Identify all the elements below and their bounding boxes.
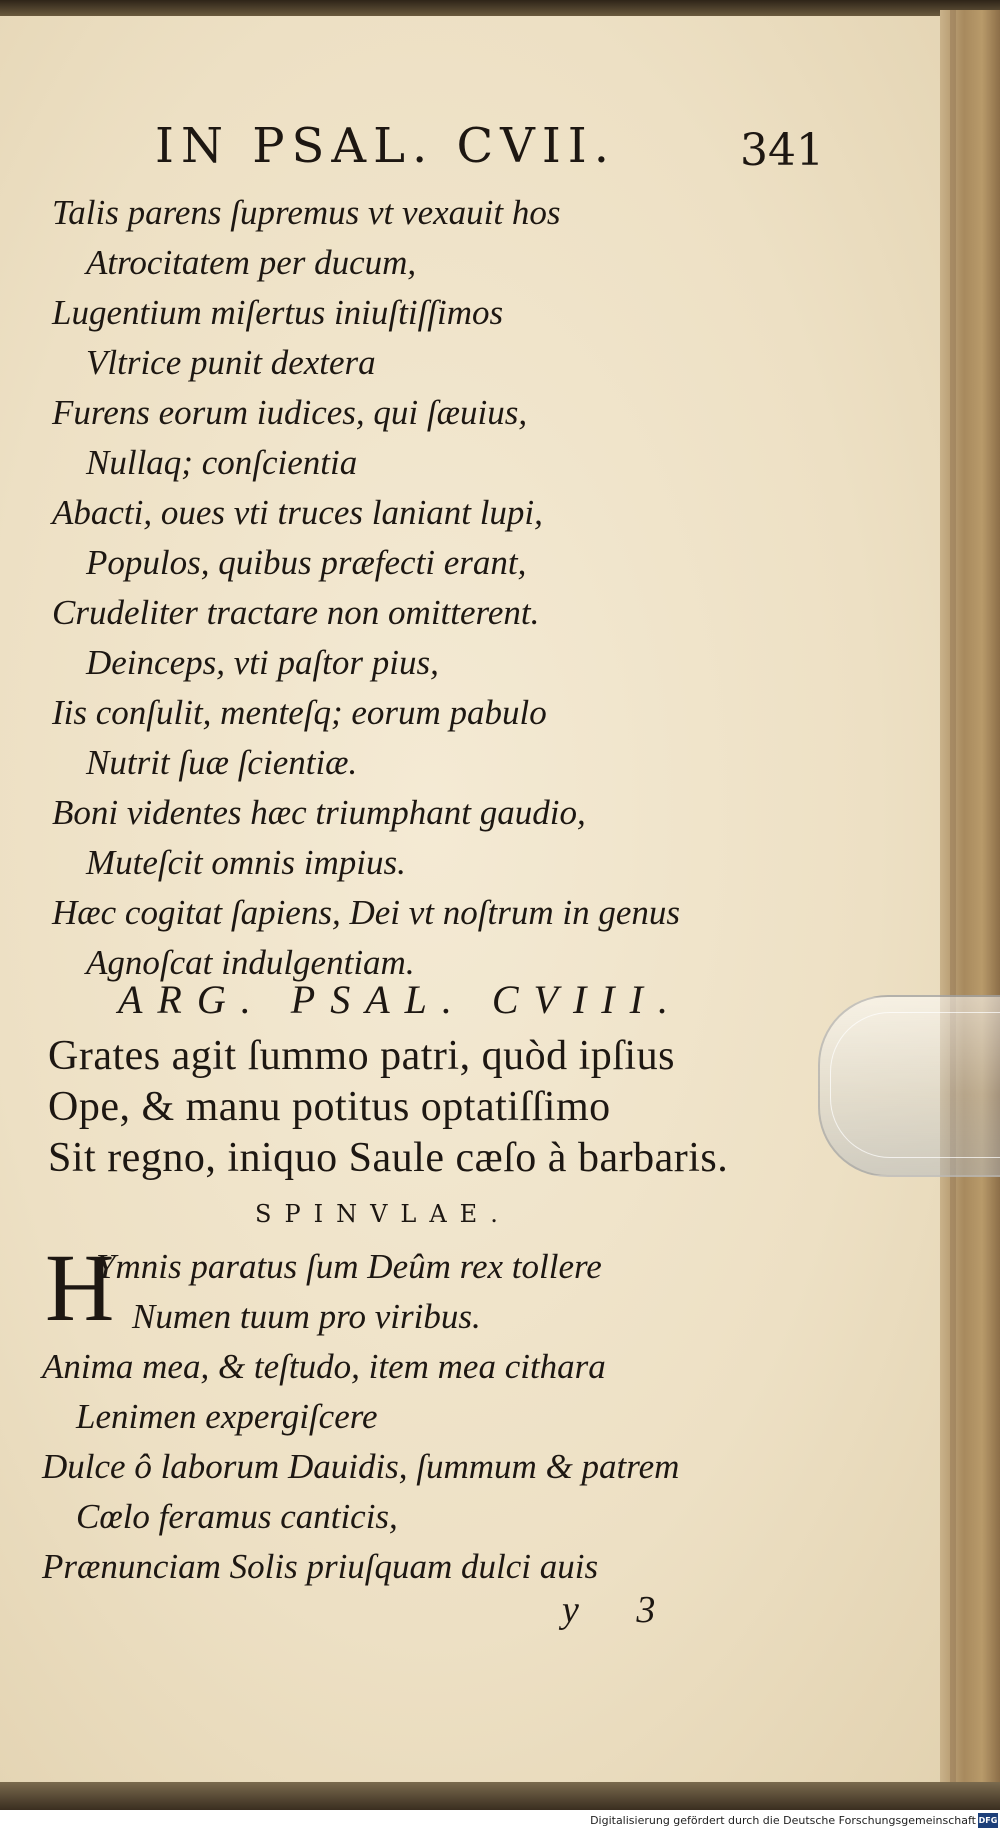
page-edges	[940, 10, 1000, 1785]
page-edge-line	[950, 10, 956, 1785]
verse-line: Lugentium miſertus iniuſtiſſimos	[52, 293, 504, 332]
verse-line: Abacti, oues vti truces laniant lupi,	[52, 493, 543, 532]
drop-cap: H	[45, 1234, 115, 1341]
verse-line: Anima mea, & teſtudo, item mea cithara	[42, 1347, 606, 1386]
footer-credit: Digitalisierung gefördert durch die Deutsche Forschungsgemeinschaft	[590, 1814, 976, 1827]
verse-line: Nutrit ſuæ ſcientiæ.	[86, 743, 358, 782]
verse-line: Boni videntes hæc triumphant gaudio,	[52, 793, 586, 832]
verse-line: Lenimen expergiſcere	[76, 1397, 378, 1436]
book-bottom-edge	[0, 1782, 1000, 1810]
verse-line: Vltrice punit dextera	[86, 343, 376, 382]
verse-line: Numen tuum pro viribus.	[132, 1297, 481, 1336]
running-title: IN PSAL. CVII.	[155, 118, 617, 174]
verse-line: Iis conſulit, menteſq; eorum pabulo	[52, 693, 547, 732]
verse-line: Furens eorum iudices, qui ſæuius,	[52, 393, 528, 432]
verse-line: Dulce ô laborum Dauidis, ſummum & patrem	[42, 1447, 680, 1486]
page-clip-highlight	[830, 1012, 1000, 1158]
verse-line: Atrocitatem per ducum,	[86, 243, 417, 282]
verse-line: Muteſcit omnis impius.	[86, 843, 406, 882]
verse-line: Agnoſcat indulgentiam.	[86, 943, 415, 982]
author-heading: SPINVLAE.	[255, 1200, 511, 1228]
argument-line: Ope, & manu potitus optatiſſimo	[48, 1084, 611, 1130]
dfg-logo: DFG	[978, 1813, 998, 1828]
argument-heading: ARG. PSAL. CVIII.	[118, 977, 683, 1022]
verse-line: Crudeliter tractare non omitterent.	[52, 593, 540, 632]
verse-line: Nullaq; conſcientia	[86, 443, 358, 482]
verse-line: Hæc cogitat ſapiens, Dei vt noſtrum in genus	[52, 893, 680, 932]
verse-line: Deinceps, vti paſtor pius,	[86, 643, 439, 682]
page-number: 341	[740, 125, 824, 176]
verse-line: Ymnis paratus ſum Deûm rex tollere	[96, 1247, 602, 1286]
verse-line: Prænunciam Solis priuſquam dulci auis	[42, 1547, 599, 1586]
argument-line: Sit regno, iniquo Saule cæſo à barbaris.	[48, 1135, 729, 1181]
verse-line: Cœlo feramus canticis,	[76, 1497, 398, 1536]
verse-line: Talis parens ſupremus vt vexauit hos	[52, 193, 561, 232]
book-top-edge	[0, 0, 1000, 16]
signature-mark: y 3	[562, 1589, 680, 1631]
argument-line: Grates agit ſummo patri, quòd ipſius	[48, 1033, 675, 1079]
verse-line: Populos, quibus præfecti erant,	[86, 543, 527, 582]
